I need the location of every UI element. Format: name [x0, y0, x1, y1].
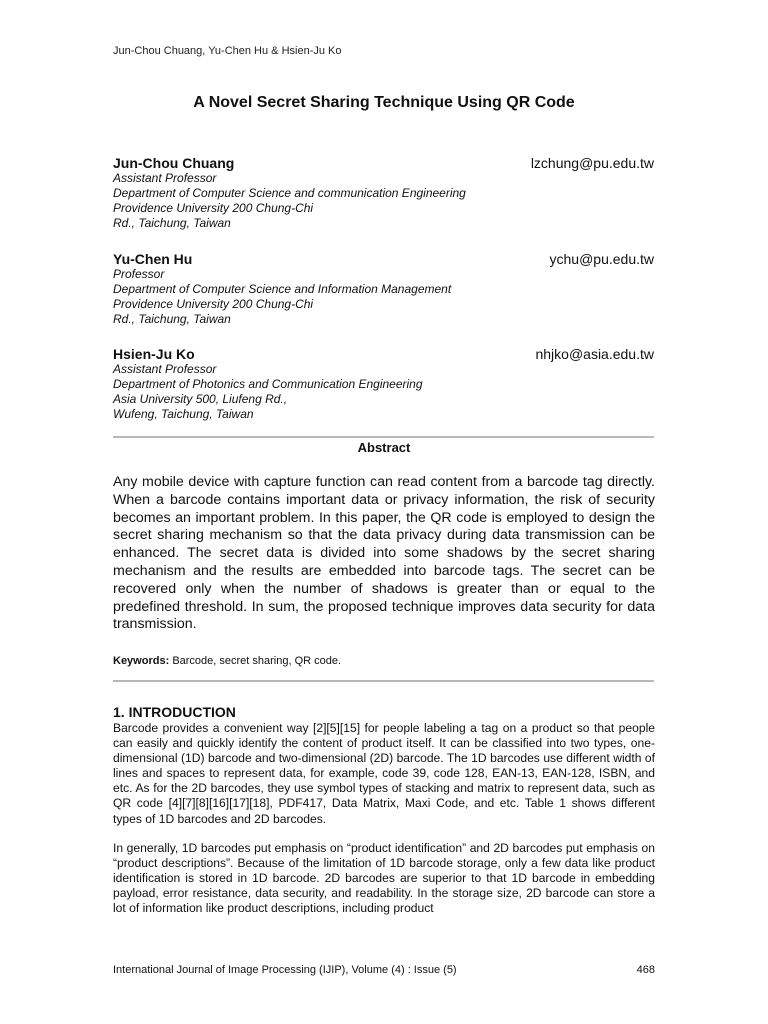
- keywords: [113, 655, 341, 667]
- author-address: Rd., Taichung, Taiwan: [113, 216, 231, 230]
- author-block-3: [113, 346, 654, 422]
- author-address: Rd., Taichung, Taiwan: [113, 312, 231, 326]
- author-position: Assistant Professor: [113, 171, 217, 185]
- keywords-text: Barcode, secret sharing, QR code.: [172, 655, 342, 667]
- author-department: Department of Photonics and Communication Engineering: [113, 377, 423, 391]
- author-email: nhjko@asia.edu.tw: [535, 346, 654, 362]
- author-department: Department of Computer Science and communication Engineering: [113, 186, 466, 200]
- author-department: Department of Computer Science and Information Management: [113, 282, 452, 296]
- author-block-1: [113, 155, 654, 231]
- divider-top: [113, 436, 654, 438]
- author-block-2: [113, 251, 654, 327]
- paragraph: In generally, 1D barcodes put emphasis on “product identification” and 2D barcodes put emphasis on “product descriptions”. Because of the limitation of 1D barcode storage, only a few data like product identification is stored in 1D barcode. 2D barcodes are superior to that 1D barcode in embedding payload, error resistance, data security, and readability. In the storage size, 2D barcode can store a lot of information like product descriptions, including product: [113, 841, 655, 916]
- author-position: Professor: [113, 267, 165, 281]
- author-email: lzchung@pu.edu.tw: [530, 155, 654, 171]
- footer-page-number: 468: [636, 964, 655, 976]
- author-address: Providence University 200 Chung-Chi: [113, 297, 314, 311]
- author-address: Asia University 500, Liufeng Rd.,: [113, 392, 288, 406]
- divider-bottom: [113, 680, 654, 682]
- author-name: Yu-Chen Hu: [113, 251, 193, 267]
- author-address: Providence University 200 Chung-Chi: [113, 201, 314, 215]
- section-heading: 1. INTRODUCTION: [113, 704, 236, 720]
- running-head: Jun-Chou Chuang, Yu-Chen Hu & Hsien-Ju Ko: [113, 45, 342, 57]
- abstract-heading: Abstract: [357, 440, 411, 455]
- paragraph: Barcode provides a convenient way [2][5][15] for people labeling a tag on a product so that people can easily and quickly identify the content of product itself. It can be classified into two types, one-dimensional (1D) barcode and two-dimensional (2D) barcode. The 1D barcodes use different width of lines and spaces to represent data, for example, code 39, code 128, EAN-13, EAN-128, ISBN, and etc. As for the 2D barcodes, they use symbol types of stacking and matrix to represent data, such as QR code [4][7][8][16][17][18], PDF417, Data Matrix, Maxi Code, and etc. Table 1 shows different types of 1D barcodes and 2D barcodes.: [113, 721, 655, 826]
- paper-title: A Novel Secret Sharing Technique Using QR Code: [193, 94, 575, 111]
- footer-journal: International Journal of Image Processing (IJIP), Volume (4) : Issue (5): [113, 964, 457, 976]
- author-name: Jun-Chou Chuang: [113, 155, 235, 171]
- author-position: Assistant Professor: [113, 362, 217, 376]
- author-email: ychu@pu.edu.tw: [549, 251, 654, 267]
- author-address: Wufeng, Taichung, Taiwan: [113, 407, 254, 421]
- abstract-body: Any mobile device with capture function can read content from a barcode tag directly. When a barcode contains important data or privacy information, the risk of security becomes an important problem. In this paper, the QR code is employed to design the secret sharing mechanism so that the data privacy during data transmission can be enhanced. The secret data is divided into some shadows by the secret sharing mechanism and the results are embedded into barcode tags. The secret can be recovered only when the number of shadows is greater than or equal to the predefined threshold. In sum, the proposed technique improves data security for data transmission.: [113, 474, 655, 633]
- keywords-label: Keywords:: [113, 655, 170, 667]
- author-name: Hsien-Ju Ko: [113, 346, 195, 362]
